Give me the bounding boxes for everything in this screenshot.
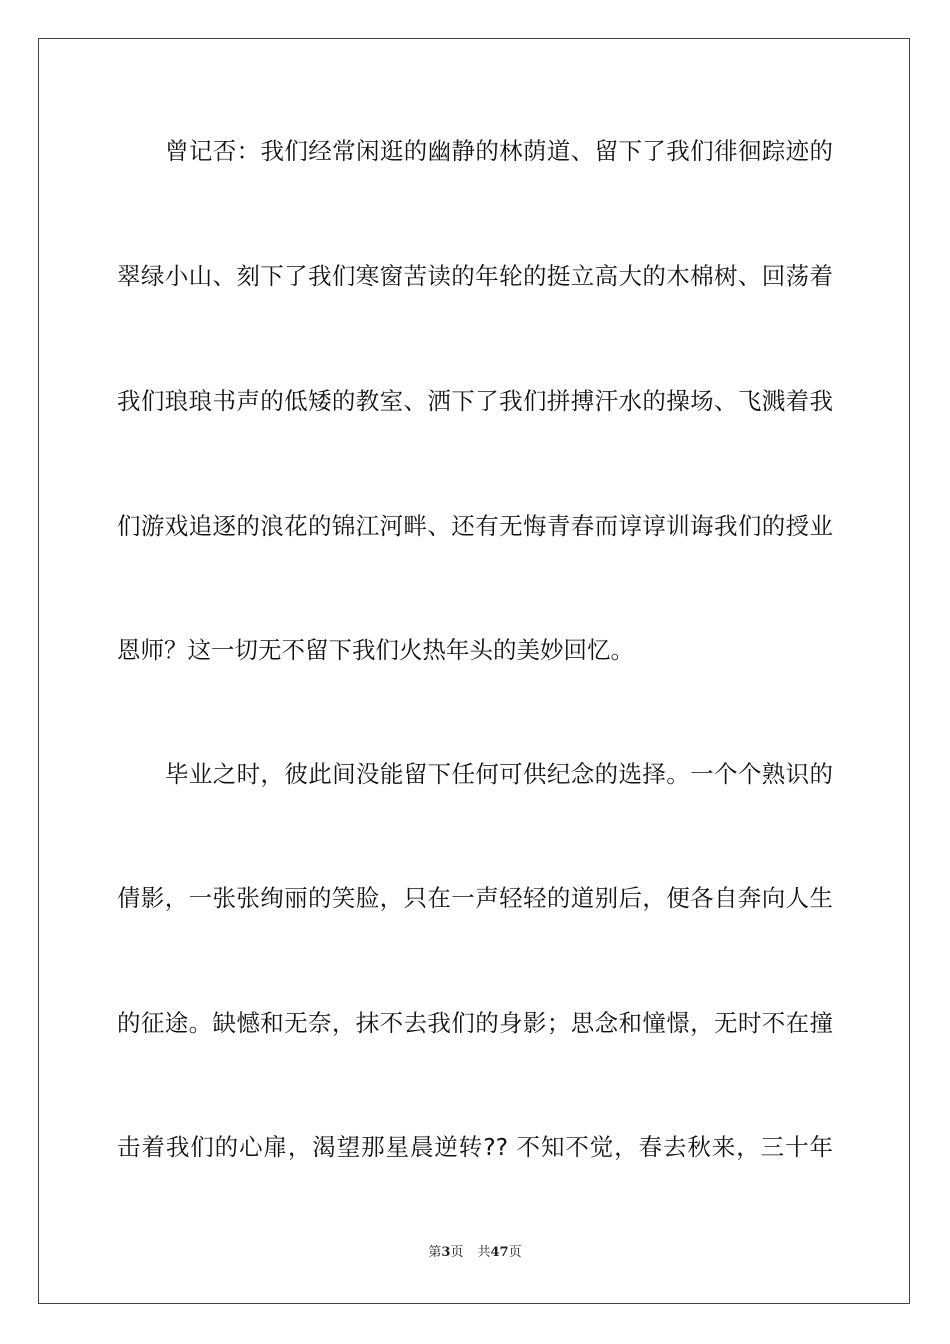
page-footer [0, 1245, 950, 1261]
text-line: 的征途。缺憾和无奈，抹不去我们的身影；思念和憧憬，无时不在撞 [117, 1009, 833, 1037]
page-number: 3 [441, 1245, 451, 1260]
total-prefix: 共 [477, 1245, 491, 1260]
text-line: 我们琅琅书声的低矮的教室、洒下了我们拼搏汗水的操场、飞溅着我 [117, 387, 833, 415]
text-line: 翠绿小山、刻下了我们寒窗苦读的年轮的挺立高大的木棉树、回荡着 [117, 262, 833, 290]
text-line: 们游戏追逐的浪花的锦江河畔、还有无悔青春而谆谆训诲我们的授业 [117, 512, 833, 540]
total-suffix: 页 [508, 1245, 522, 1260]
text-line: 击着我们的心扉，渴望那星晨逆转?? 不知不觉，春去秋来，三十年 [117, 1133, 833, 1161]
page-suffix: 页 [450, 1245, 464, 1260]
text-line: 恩师？这一切无不留下我们火热年头的美妙回忆。 [117, 636, 634, 664]
text-line: 毕业之时，彼此间没能留下任何可供纪念的选择。一个个熟识的 [165, 760, 833, 788]
text-line: 曾记否：我们经常闲逛的幽静的林荫道、留下了我们徘徊踪迹的 [165, 137, 833, 165]
page-prefix: 第 [428, 1245, 442, 1260]
page-border [38, 38, 910, 1304]
text-line: 倩影，一张张绚丽的笑脸，只在一声轻轻的道别后，便各自奔向人生 [117, 884, 833, 912]
total-pages: 47 [490, 1245, 509, 1260]
